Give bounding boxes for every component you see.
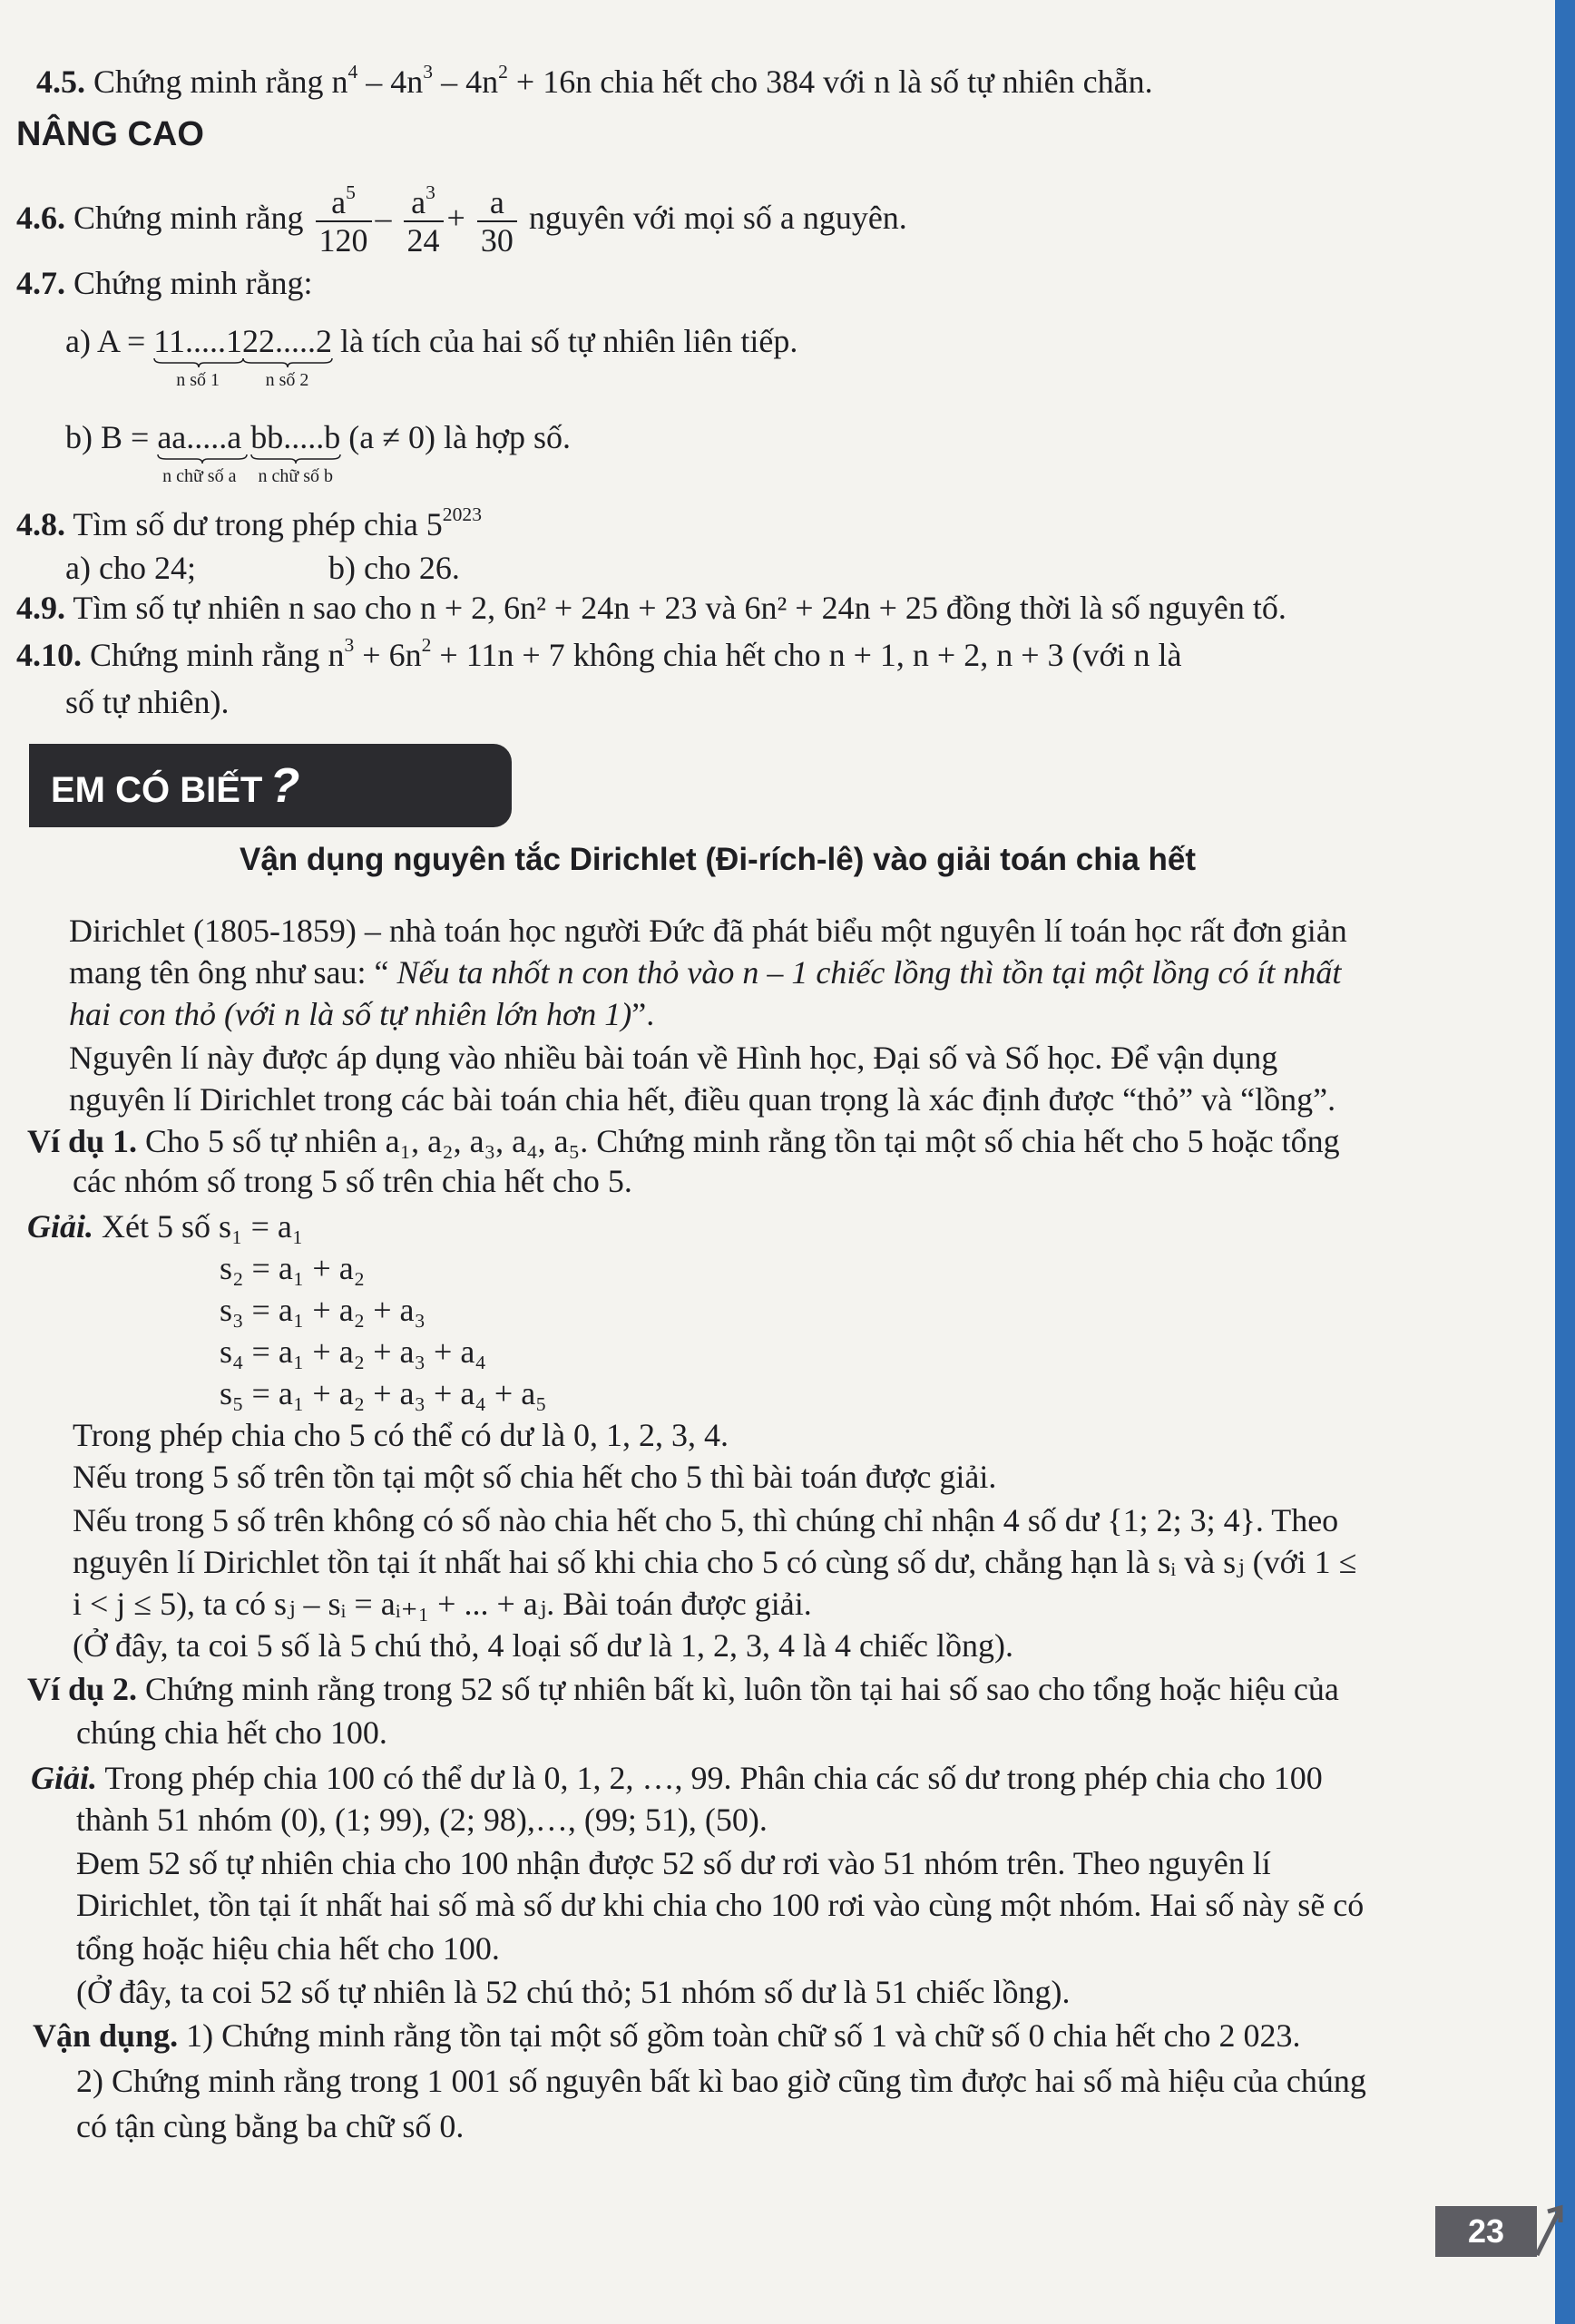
formula-s5: s₅ = a₁ + a₂ + a₃ + a₄ + a₅ <box>220 1375 547 1411</box>
example-1-remark-3: Nếu trong 5 số trên không có số nào chia hết cho 5, thì chúng chỉ nhận 4 số dư {1; 2; 3; 4}. Theo <box>73 1502 1339 1538</box>
problem-4-10-cont: số tự nhiên). <box>65 684 230 720</box>
problem-4-10: 4.10. Chứng minh rằng $n^3 + 6n^2 + 11n + 7$ không chia hết cho n + 1, n + 2, n + 3 (với n là <box>16 633 1182 673</box>
example-1-remark-2: Nếu trong 5 số trên tồn tại một số chia hết cho 5 thì bài toán được giải. <box>73 1459 997 1495</box>
underbrace-group: bb.....b n chữ số b <box>250 419 341 486</box>
example-1: Ví dụ 1. Cho 5 số tự nhiên a₁, a₂, a₃, a₄, a₅. Chứng minh rằng tồn tại một số chia hết cho 5 hoặc tổng <box>27 1123 1340 1159</box>
application-exercise-1: Vận dụng. 1) Chứng minh rằng tồn tại một số gồm toàn chữ số 1 và chữ số 0 chia hết cho 2 023. <box>33 2017 1301 2054</box>
fraction-a3-24: $\frac{a^3}{24}$ <box>404 184 444 259</box>
em-co-biet-banner: EM CÓ BIẾT ? <box>29 744 512 827</box>
underbrace-group: aa.....a n chữ số a <box>157 417 241 457</box>
example-2: Ví dụ 2. Chứng minh rằng trong 52 số tự nhiên bất kì, luôn tồn tại hai số sao cho tổng hoặc hiệu của <box>27 1671 1339 1707</box>
application-exercise-2: 2) Chứng minh rằng trong 1 001 số nguyên bất kì bao giờ cũng tìm được hai số mà hiệu của chúng <box>76 2063 1366 2099</box>
problem-4-5: 4.5. Chứng minh rằng $n^4 - 4n^3 - 4n^2 + 16n$ chia hết cho 384 với n là số tự nhiên chẵn. <box>36 60 1153 100</box>
intro-line-2: mang tên ông như sau: “ Nếu ta nhốt n con thỏ vào n – 1 chiếc lồng thì tồn tại một lồng có ít nhất <box>69 954 1342 991</box>
problem-4-8-parts: a) cho 24; b) cho 26. <box>65 550 460 586</box>
intro-line-4: Nguyên lí này được áp dụng vào nhiều bài toán về Hình học, Đại số và Số học. Để vận dụng <box>69 1040 1278 1076</box>
example-1-remark-5: i < j ≤ 5), ta có sⱼ – sᵢ = aᵢ₊₁ + ... + aⱼ. Bài toán được giải. <box>73 1586 812 1622</box>
example-1-remark-1: Trong phép chia cho 5 có thể có dư là 0, 1, 2, 3, 4. <box>73 1417 729 1453</box>
example-2-line-2: thành 51 nhóm (0), (1; 99), (2; 98),…, (99; 51), (50). <box>76 1802 768 1838</box>
problem-4-7-b: b) B = aa.....a n chữ số a bb.....b n chữ số b (a ≠ 0) là hợp số. <box>65 419 571 486</box>
problem-4-6: 4.6. Chứng minh rằng $\frac{a^5}{120}$ – $\frac{a^3}{24}$ + $\frac{a}{30}$ nguyên với mọi số a nguyên. <box>16 181 907 259</box>
fraction-a5-120: $\frac{a^5}{120}$ <box>316 184 372 259</box>
example-2-cont: chúng chia hết cho 100. <box>76 1714 387 1751</box>
problem-4-7-a: a) A = 11.....1 n số 1 22.....2 n số 2 là tích của hai số tự nhiên liên tiếp. <box>65 323 798 390</box>
formula-s4: s₄ = a₁ + a₂ + a₃ + a₄ <box>220 1333 486 1370</box>
section-heading-nang-cao: NÂNG CAO <box>16 115 204 153</box>
intro-line-3: hai con thỏ (với n là số tự nhiên lớn hơn 1)”. <box>69 996 655 1032</box>
section-title: Vận dụng nguyên tắc Dirichlet (Đi-rích-lê) vào giải toán chia hết <box>240 842 1197 877</box>
example-2-solution: Giải. Trong phép chia 100 có thể dư là 0, 1, 2, …, 99. Phân chia các số dư trong phép chia cho 100 <box>31 1760 1323 1796</box>
problem-4-7: 4.7. Chứng minh rằng: <box>16 265 313 301</box>
underbrace-group: 11.....1 n số 1 <box>153 321 242 361</box>
page-number: 23 <box>1435 2206 1537 2257</box>
example-1-remark-4: nguyên lí Dirichlet tồn tại ít nhất hai số khi chia cho 5 có cùng số dư, chẳng hạn là sᵢ và sⱼ (với 1 ≤ <box>73 1544 1357 1580</box>
formula-s3: s₃ = a₁ + a₂ + a₃ <box>220 1292 426 1328</box>
brace-icon <box>242 357 333 368</box>
problem-4-8: 4.8. Tìm số dư trong phép chia $5^{2023}$ <box>16 503 482 542</box>
page-edge-stripe <box>1555 0 1575 2324</box>
brace-icon <box>157 454 248 464</box>
example-2-line-6: (Ở đây, ta coi 52 số tự nhiên là 52 chú thỏ; 51 nhóm số dư là 51 chiếc lồng). <box>76 1974 1071 2010</box>
formula-s2: s₂ = a₁ + a₂ <box>220 1250 366 1286</box>
underbrace-group: 22.....2 n số 2 <box>241 323 332 390</box>
example-2-line-4: Dirichlet, tồn tại ít nhất hai số mà số dư khi chia cho 100 rơi vào cùng một nhóm. Hai số này sẽ có <box>76 1887 1365 1923</box>
example-1-cont: các nhóm số trong 5 số trên chia hết cho 5. <box>73 1163 632 1199</box>
intro-line-5: nguyên lí Dirichlet trong các bài toán chia hết, điều quan trọng là xác định được “thỏ” và “lồng”. <box>69 1081 1336 1118</box>
application-exercise-2-cont: có tận cùng bằng ba chữ số 0. <box>76 2108 465 2144</box>
example-1-remark-6: (Ở đây, ta coi 5 số là 5 chú thỏ, 4 loại số dư là 1, 2, 3, 4 là 4 chiếc lồng). <box>73 1627 1013 1664</box>
intro-line-1: Dirichlet (1805-1859) – nhà toán học người Đức đã phát biểu một nguyên lí toán học rất đơn giản <box>69 913 1347 949</box>
page-corner-arrow-icon <box>1533 2204 1570 2259</box>
example-2-line-5: tổng hoặc hiệu chia hết cho 100. <box>76 1930 500 1967</box>
problem-4-9: 4.9. Tìm số tự nhiên n sao cho n + 2, 6n² + 24n + 23 và 6n² + 24n + 25 đồng thời là số nguyên tố. <box>16 590 1286 626</box>
example-2-line-3: Đem 52 số tự nhiên chia cho 100 nhận được 52 số dư rơi vào 51 nhóm trên. Theo nguyên lí <box>76 1845 1271 1881</box>
brace-icon <box>153 357 244 368</box>
example-1-solution: Giải. Xét 5 số s₁ = a₁ <box>27 1208 304 1245</box>
fraction-a-30: $\frac{a}{30}$ <box>477 184 517 259</box>
brace-icon <box>250 454 341 464</box>
